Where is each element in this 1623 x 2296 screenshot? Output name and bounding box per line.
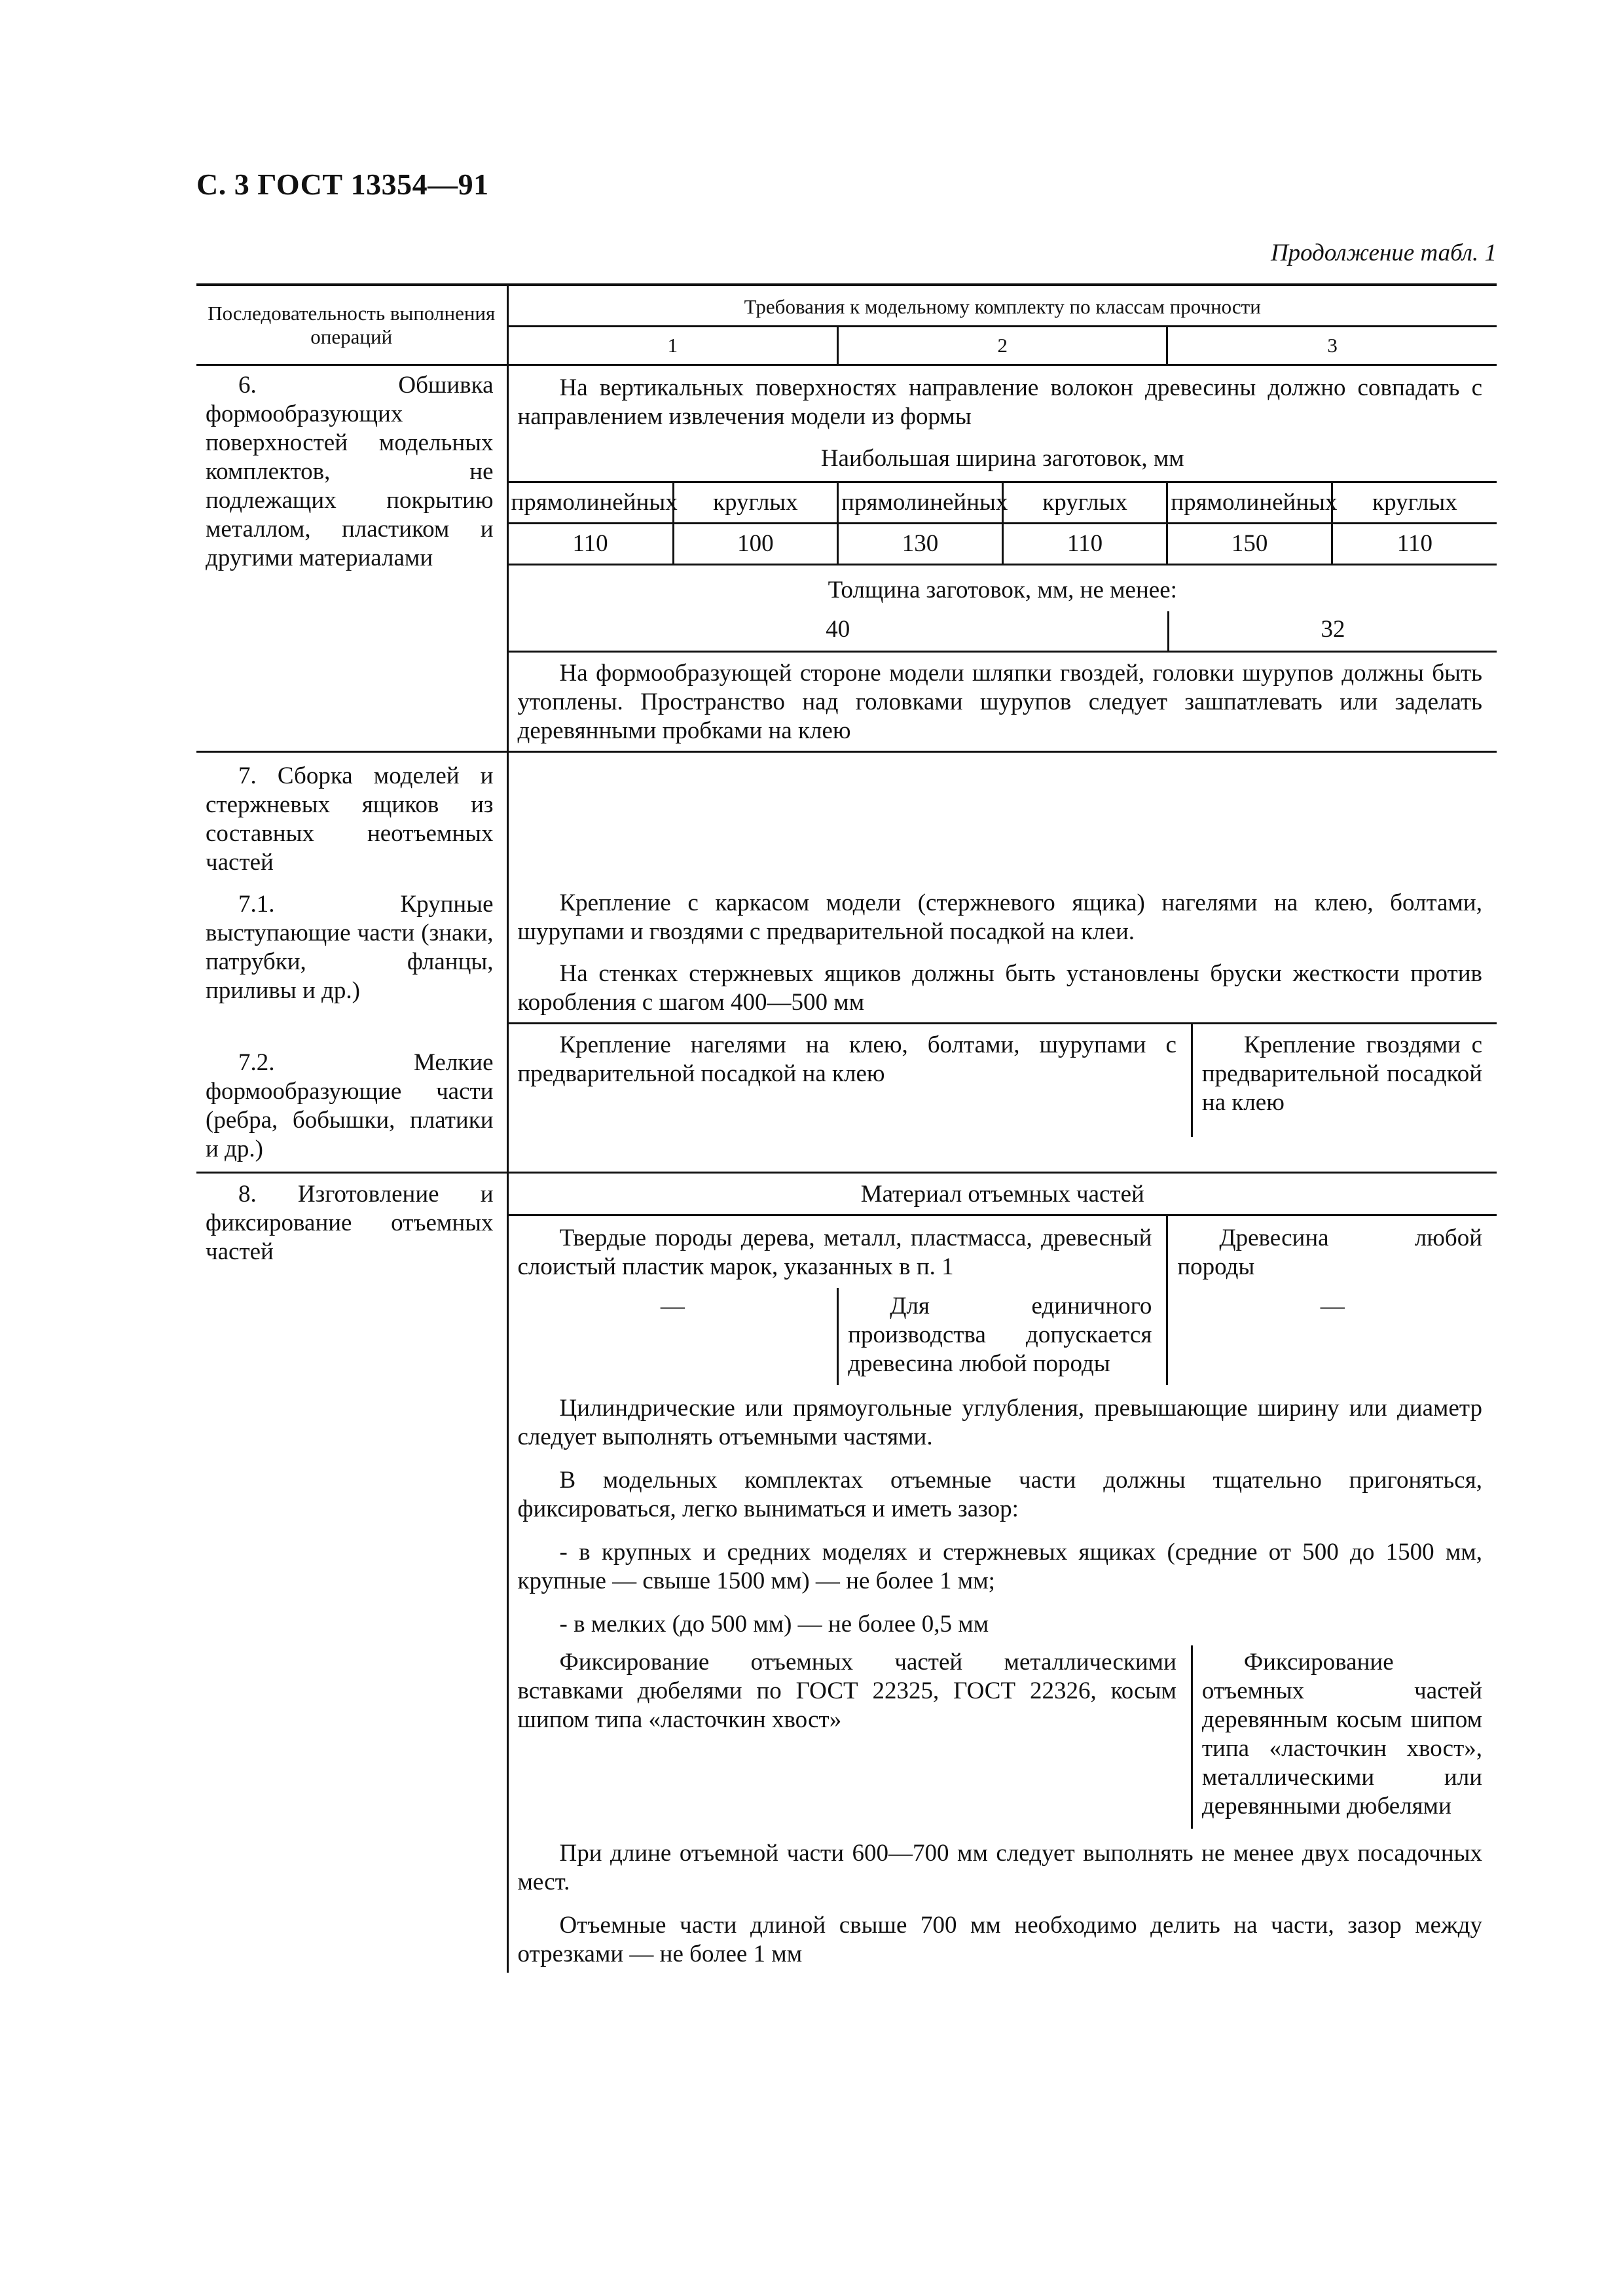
width-value: 110 (1002, 524, 1167, 565)
width-value: 110 (1332, 524, 1497, 565)
row7-small-fix-12: Крепление нагелями на клею, болтами, шурупами с предварительной посадкой на клею (509, 1024, 1192, 1138)
row8-material-3: Древесина любой породы (1177, 1225, 1482, 1280)
width-value: 150 (1167, 524, 1332, 565)
row8-fit: В модельных комплектах отъемные части должны тщательно пригоняться, фиксироваться, легко выниматься и иметь зазор: (517, 1467, 1482, 1522)
table-row (196, 365, 1497, 752)
row8-large-gap: - в крупных и средних моделях и стержневых ящиках (средние от 500 до 1500 мм, крупные — свыше 1500 мм) — не более 1 мм; (517, 1539, 1482, 1594)
row6-width-grid (509, 481, 1497, 565)
requirements-table (196, 283, 1497, 1973)
row8-operation: 8. Изготовление и фиксирование отъемных частей (196, 1173, 507, 1973)
row8-small-gap: - в мелких (до 500 мм) — не более 0,5 мм (559, 1611, 989, 1638)
class-3-header: 3 (1327, 334, 1338, 357)
table-continuation-label: Продолжение табл. 1 (1270, 240, 1497, 266)
header-requirements-block (507, 285, 1497, 365)
width-header: прямолинейных (838, 482, 1003, 524)
row8-fixing-12: Фиксирование отъемных частей металлическими вставками дюбелями по ГОСТ 22325, ГОСТ 22326, косым шипом типа «ласточкин хвост» (509, 1645, 1192, 1829)
thickness-value-3: 32 (1168, 611, 1497, 652)
row8-dash-3: — (1320, 1293, 1345, 1319)
row7-fix: Крепление с каркасом модели (стержневого ящика) нагелями на клею, болтами, шурупами и гвоздями с предварительной посадкой на клеи. (517, 889, 1482, 945)
width-header: прямолинейных (509, 482, 674, 524)
table-row (196, 1173, 1497, 1973)
width-header: круглых (1332, 482, 1497, 524)
row7-operation: 7. Сборка моделей и стержневых ящиков из составных неотъемных частей 7.1. Крупные выступающие части (знаки, патрубки, фланцы, приливы и др.) 7.2. Мелкие формообразующие части (ребра, бобышки, платики и др.) (196, 752, 507, 1173)
row6-thickness-grid (509, 611, 1497, 653)
class-1-header: 1 (509, 327, 838, 365)
page-header: С. 3 ГОСТ 13354—91 (196, 168, 489, 201)
row6-operation: 6. Обшивка формообразующих поверхностей модельных комплектов, не подлежащих покрытию металлом, пластиком и другими материалами (196, 365, 507, 752)
thickness-value-12: 40 (509, 611, 1169, 652)
header-sequence: Последовательность выполнения операций (196, 285, 507, 365)
row8-material-12: Твердые породы дерева, металл, пластмасса, древесный слоистый пластик марок, указанных в п. 1 (509, 1216, 1167, 1288)
row8-requirements (507, 1173, 1497, 1973)
width-value: 110 (509, 524, 674, 565)
row8-material-grid (509, 1216, 1497, 1385)
row8-split: Отъемные части длиной свыше 700 мм необходимо делить на части, зазор между отрезками — не более 1 мм (517, 1912, 1482, 1967)
width-header: круглых (673, 482, 838, 524)
row6-nails: На формообразующей стороне модели шляпки гвоздей, головки шурупов должны быть утоплены. Пространство над головками шурупов следует зашпатлевать или заделать деревянными пробками на клею (517, 660, 1482, 744)
row7-small-fix-3: Крепление гвоздями с предварительной посадкой на клею (1201, 1031, 1482, 1116)
row8-recess: Цилиндрические или прямоугольные углубления, превышающие ширину или диаметр следует выполнять отъемными частями. (517, 1395, 1482, 1450)
header-requirements: Требования к модельному комплекту по классам прочности (509, 286, 1497, 327)
row6-max-width-title: Наибольшая ширина заготовок, мм (820, 445, 1184, 472)
width-value: 100 (673, 524, 838, 565)
row8-material-title: Материал отъемных частей (509, 1174, 1497, 1216)
width-header: круглых (1002, 482, 1167, 524)
row8-single-production: Для единичного производства допускается древесина любой породы (838, 1288, 1167, 1385)
table-row (196, 752, 1497, 1173)
row8-length: При длине отъемной части 600—700 мм следует выполнять не менее двух посадочных мест. (517, 1840, 1482, 1895)
row7-bars: На стенках стержневых ящиков должны быть установлены бруски жесткости против коробления с шагом 400—500 мм (517, 960, 1482, 1016)
class-2-header: 2 (838, 327, 1167, 365)
row6-thickness-title: Толщина заготовок, мм, не менее: (828, 577, 1177, 603)
row6-requirements (507, 365, 1497, 752)
row7-small-grid (509, 1022, 1497, 1137)
row6-direction: На вертикальных поверхностях направление волокон древесины должно совпадать с направлением извлечения модели из формы (517, 374, 1482, 430)
row8-fixing-3: Фиксирование отъемных частей деревянным косым шипом типа «ласточкин хвост», металлическими или деревянными дюбелями (1201, 1649, 1482, 1820)
width-header: прямолинейных (1167, 482, 1332, 524)
table-header-row (196, 285, 1497, 365)
row8-fixing-grid (509, 1645, 1497, 1829)
row7-requirements (507, 752, 1497, 1173)
row8-dash-1: — (509, 1288, 838, 1385)
width-value: 130 (838, 524, 1003, 565)
